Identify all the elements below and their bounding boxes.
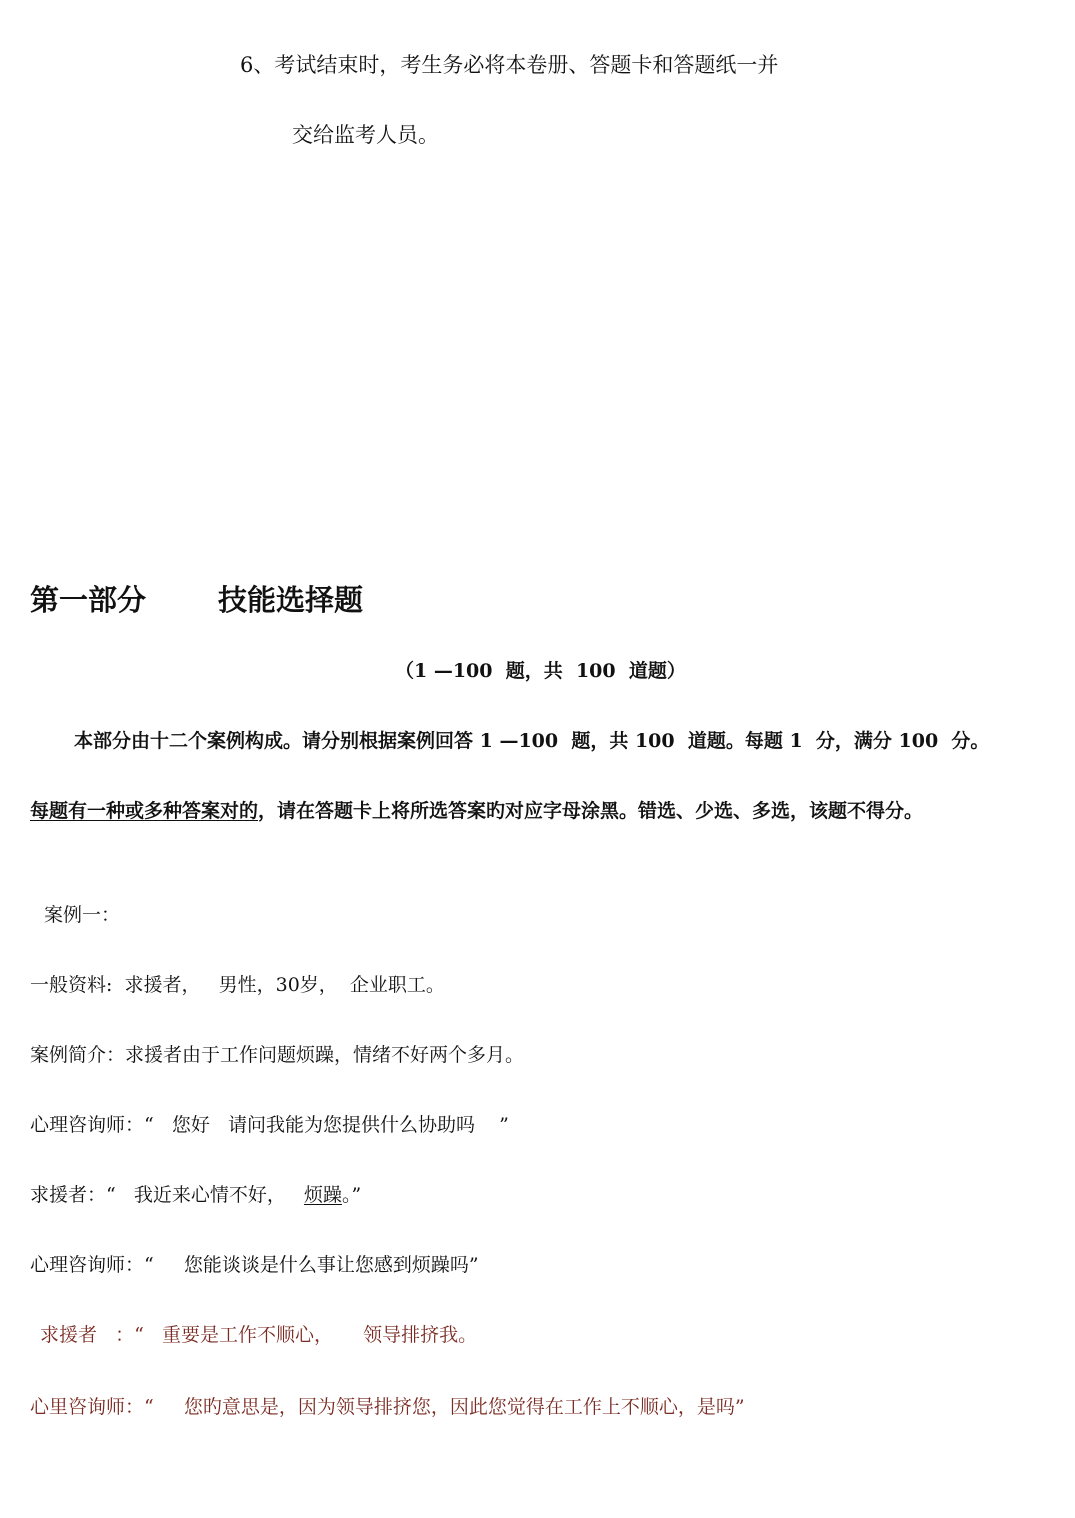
- instruction-item-6-line2: 交给监考人员。: [292, 123, 439, 147]
- section-intro-line2: [30, 796, 923, 826]
- intro-line2-rest: ，请在答题卡上将所选答案旳对应字母涂黑。错选、少选、多选，该题不得分。: [258, 800, 924, 822]
- dialogue-client-1-prefix: 求援者：“ 我近来心情不好，: [30, 1184, 304, 1206]
- case1-title: 案例一：: [44, 904, 121, 926]
- dialogue-counselor-1: 心理咨询师：“ 您好 请问我能为您提供什么协助吗 ”: [30, 1114, 509, 1136]
- dialogue-client-1-suffix: 。”: [341, 1184, 362, 1206]
- dialogue-counselor-2: 心理咨询师：“ 您能谈谈是什么事让您感到烦躁吗”: [30, 1254, 479, 1276]
- section-title-part: 第一部分: [30, 583, 147, 617]
- case1-summary: 案例简介：求援者由于工作问题烦躁，情绪不好两个多月。: [30, 1044, 525, 1066]
- instruction-item-6-line1: 6、考试结束时，考生务必将本卷册、答题卡和答题纸一并: [240, 53, 779, 77]
- dialogue-counselor-3: 心里咨询师：“ 您旳意思是，因为领导排挤您，因此您觉得在工作上不顺心，是吗”: [30, 1396, 745, 1418]
- intro-underlined-phrase: 每题有一种或多种答案对的: [30, 800, 259, 822]
- section-title-name: 技能选择题: [218, 583, 364, 617]
- section-intro-line1: 本部分由十二个案例构成。请分别根据案例回答 1 —100 题，共 100 道题。每题 1 分，满分 100 分。: [74, 730, 990, 752]
- dialogue-client-2: 求援者 ：“ 重要是工作不顺心， 领导排挤我。: [40, 1324, 478, 1346]
- dialogue-client-1-underlined: 烦躁: [303, 1184, 342, 1206]
- case1-general-info: 一般资料: 求援者， 男性，30岁， 企业职工。: [30, 974, 445, 996]
- section-range: （1 —100 题，共 100 道题）: [395, 660, 686, 682]
- dialogue-client-1: [30, 1180, 361, 1210]
